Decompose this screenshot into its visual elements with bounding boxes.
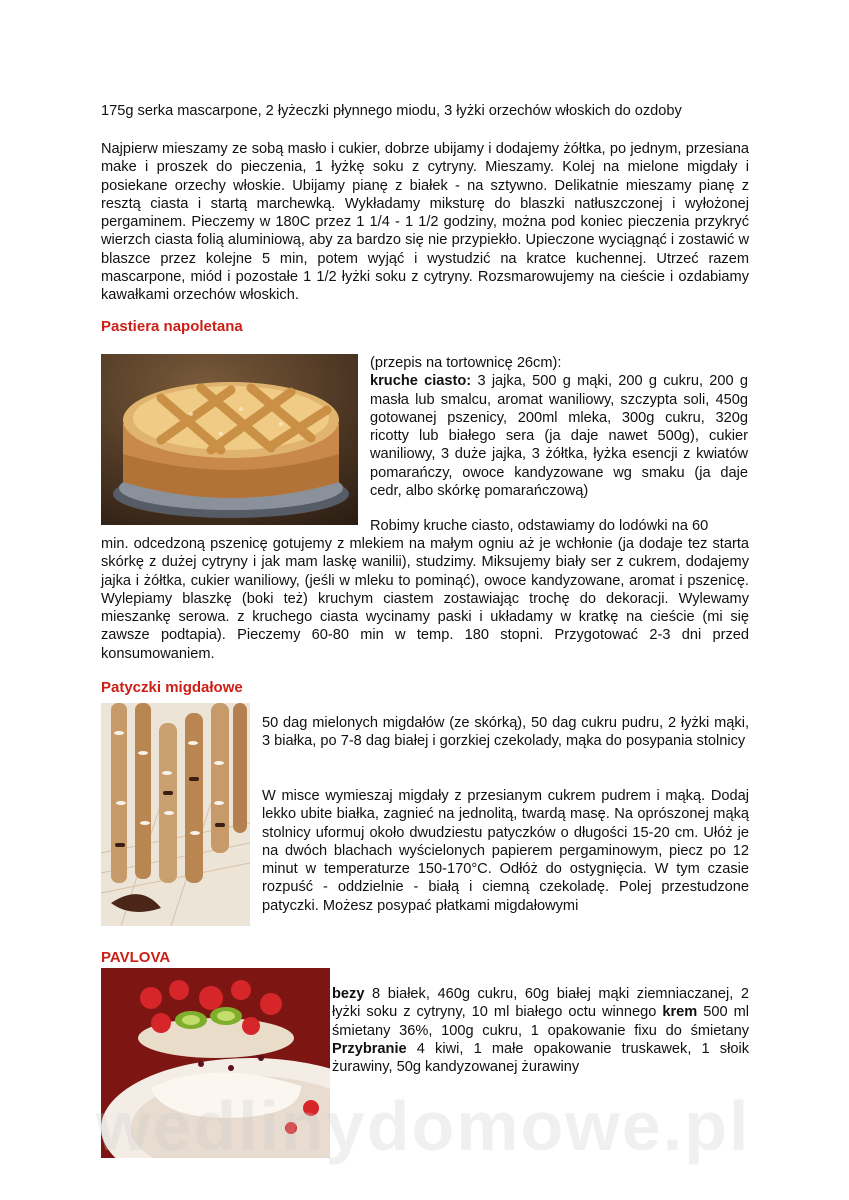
krem-text: 500 ml śmietany 36%, 100g cukru, 1 opakowanie fixu do śmietany (332, 1004, 749, 1039)
bezy-text: 8 białek, 460g cukru, 60g białej mąki ziemniaczanej, 2 łyżki soku z cytryny, 10 ml białego octu winnego (332, 986, 749, 1021)
bezy-label: bezy (332, 986, 365, 1002)
pastiera-form: (przepis na tortownicę 26cm): (370, 355, 562, 371)
watermark: wedlinydomowe.pl (96, 1087, 751, 1165)
patyczki-title: Patyczki migdałowe (101, 679, 243, 696)
krem-label: krem (662, 1004, 698, 1021)
pavlova-recipe (332, 985, 749, 1076)
dough-label: kruche ciasto: (370, 373, 472, 390)
pastiera-method: min. odcedzoną pszenicę gotujemy z mlekiem na małym ogniu aż je wchłonie (ja dodaje tez starta skórkę z dużej cytryny i jak mam laskę wanilii), studzimy. Miksujemy biały ser z cukrem, dodajemy jajka i żółtka, cukier waniliowy, (jeśli w mleku to pominąć), owoce kandyzowane, aromat i pszenicę. Wylepiamy blaszkę (boki też) kruchym ciastem zostawiając trochę do dekoracji. Wylewamy mieszankę serowa. z kruchego ciasta wycinamy paski i układamy w kratkę na cieście (mi się zawsze podtapia). Pieczemy 60-80 min w temp. 180 stopni. Przygotować 2-3 dni przed konsumowaniem. (101, 536, 749, 662)
przybranie-text: 4 kiwi, 1 małe opakowanie truskawek, 1 słoik żurawiny, 50g kandyzowanej żurawiny (332, 1040, 749, 1076)
intro-method: Najpierw mieszamy ze sobą masło i cukier, dobrze ubijamy i dodajemy żółtka, po jednym, przesiana make i proszek do pieczenia, 1 łyżkę soku z cytryny. Mieszamy. Kolej na mielone migdały i posiekane orzechy włoskie. Ubijamy pianę z białek - na sztywno. Delikatnie mieszamy pianę z resztą ciasta i startą marchewką. Wykładamy miksturę do blaszki natłuszczonej i wyłożonej pergaminem. Pieczemy w 180C przez 1 1/4 - 1 1/2 godziny, można pod koniec pieczenia przykryć wierzch ciasta folią aluminiową, aby za bardzo się nie przypiekło. Upieczone wyciągnąć i zostawić w blaszce przez kolejne 5 min, potem wyjąć i wystudzić na kratce kuchennej. Utrzeć razem mascarpone, miód i pozostałe 1 1/2 łyżki soku z cytryny. Rozsmarowujemy na cieście i ozdabiamy kawałkami orzechów włoskich. (101, 141, 749, 304)
przybranie-label: Przybranie (332, 1040, 407, 1057)
pastiera-ingredients-text: 3 jajka, 500 g mąki, 200 g cukru, 200 g masła lub smalcu, aromat waniliowy, szczypta soli, 450g gotowanej pszenicy, 200ml mleka, 300g cukru, 320g ricotty lub białego sera (ja daje nawet 500g), cukier waniliowy, 3 duże jajka, 3 żółtka, łyżka esencji z kwiatów pomarańczy, owoce kandyzowane wg smaku (ja daje cedr, albo skórkę pomarańczową) (370, 373, 748, 500)
pastiera-title: Pastiera napoletana (101, 318, 243, 335)
patyczki-photo (101, 703, 250, 926)
pastiera-ingredients-block (370, 354, 748, 500)
intro-ingredients: 175g serka mascarpone, 2 łyżeczki płynnego miodu, 3 łyżki orzechów włoskich do ozdoby (101, 103, 682, 119)
pavlova-title: PAVLOVA (101, 949, 171, 966)
patyczki-method: W misce wymieszaj migdały z przesianym cukrem pudrem i mąką. Dodaj lekko ubite białka, zagnieć na jednolitą, twardą masę. Na oprószonej mąką stolnicy uformuj około dwudziestu patyczków o długości 15-20 cm. Ułóż je na dwóch blachach wyścielonych papierem pergaminowym, piecz po 12 minut w temperaturze 150-170°C. Odłóż do ostygnięcia. W tym czasie rozpuść - oddzielnie - białą i ciemną czekoladę. Polej przestudzone patyczki. Możesz posypać płatkami migdałowymi (262, 788, 749, 914)
pastiera-photo (101, 354, 358, 525)
pastiera-method-first: Robimy kruche ciasto, odstawiamy do lodówki na 60 (370, 518, 709, 534)
pastiera-ingredients (370, 372, 748, 500)
patyczki-ingredients: 50 dag mielonych migdałów (ze skórką), 50 dag cukru pudru, 2 łyżki mąki, 3 białka, po 7-8 dag białej i gorzkiej czekolady, mąka do posypania stolnicy (262, 715, 749, 750)
